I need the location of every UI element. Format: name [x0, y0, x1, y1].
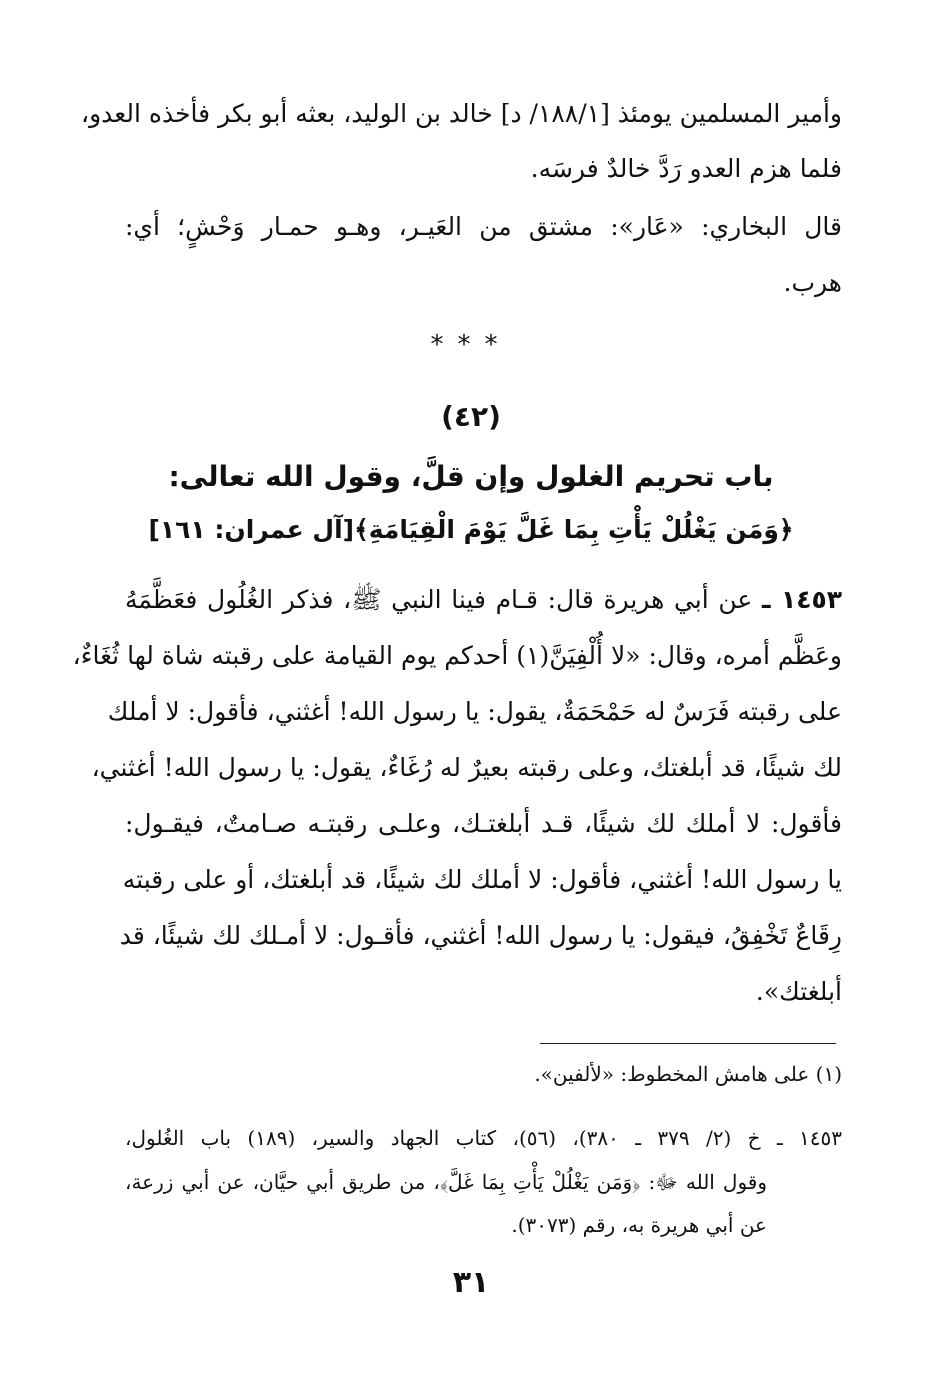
hadith-line: على رقبته فَرَسٌ له حَمْحَمَةٌ، يقول: يا رسول الله! أغثني، فأقول: لا أملك — [107, 697, 842, 726]
hadith-line: رِقَاعٌ تَخْفِقُ، فيقول: يا رسول الله! أغثني، فأقـول: لا أمـلك لك شيئًا، قد — [119, 921, 842, 950]
hadith-line: يا رسول الله! أغثني، فأقول: لا أملك لك شيئًا، قد أبلغتك، أو على رقبته — [122, 865, 842, 894]
chapter-title: باب تحريم الغلول وإن قلَّ، وقول الله تعالى: — [168, 460, 774, 493]
footnote-separator — [540, 1043, 836, 1044]
bukhari-line-2: هرب. — [783, 268, 842, 297]
hadith-first-line-text: عن أبي هريرة قال: قـام فينا النبي ﷺ، فذكر الغُلُول فعَظَّمَهُ — [125, 585, 753, 614]
bukhari-line-1: قال البخاري: «عَار»: مشتق من العَيـر، وهـو حمـار وَحْشٍ؛ أي: — [125, 212, 842, 241]
takhrij-line-3: عن أبي هريرة به، رقم (٣٠٧٣). — [511, 1213, 767, 1237]
hadith-line: وعَظَّم أمره، وقال: «لا أُلْفِيَنَّ(١) أحدكم يوم القيامة على رقبته شاة لها ثُغَاءٌ، — [72, 641, 842, 670]
hadith-line: فأقول: لا أملك لك شيئًا، قـد أبلغتـك، وعلـى رقبتـه صـامتٌ، فيقـول: — [125, 809, 842, 838]
footnote-1: (١) على هامش المخطوط: «لألفين». — [534, 1062, 842, 1086]
hadith-line: لك شيئًا، قد أبلغتك، وعلى رقبته بعيرٌ له رُغَاءٌ، يقول: يا رسول الله! أغثني، — [91, 753, 842, 782]
hadith-number: ١٤٥٣ ـ — [762, 585, 843, 614]
page-number: ٣١ — [452, 1265, 490, 1300]
takhrij-line-2: وقول الله ﷻ: ﴿وَمَن يَغْلُلْ يَأْتِ بِمَا غَلَّ﴾، من طريق أبي حيَّان، عن أبي زرعة، — [125, 1170, 767, 1194]
section-divider-ornament: *** — [430, 330, 512, 360]
hadith-line: أبلغتك». — [755, 977, 842, 1006]
chapter-number: (٤٢) — [441, 400, 501, 433]
hadith-first-line — [125, 580, 842, 620]
intro-line-2: فلما هزم العدو رَدَّ خالدٌ فرسَه. — [530, 154, 842, 183]
takhrij-line-1: ١٤٥٣ ـ خ (٢/ ٣٧٩ ـ ٣٨٠)، (٥٦)، كتاب الجهاد والسير، (١٨٩) باب الغُلول، — [125, 1126, 842, 1150]
chapter-verse: ﴿وَمَن يَغْلُلْ يَأْتِ بِمَا غَلَّ يَوْمَ الْقِيَامَةِ﴾[آل عمران: ١٦١] — [148, 515, 794, 544]
intro-line-1: وأمير المسلمين يومئذ [١٨٨/١/ د] خالد بن الوليد، بعثه أبو بكر فأخذه العدو، — [81, 99, 842, 128]
